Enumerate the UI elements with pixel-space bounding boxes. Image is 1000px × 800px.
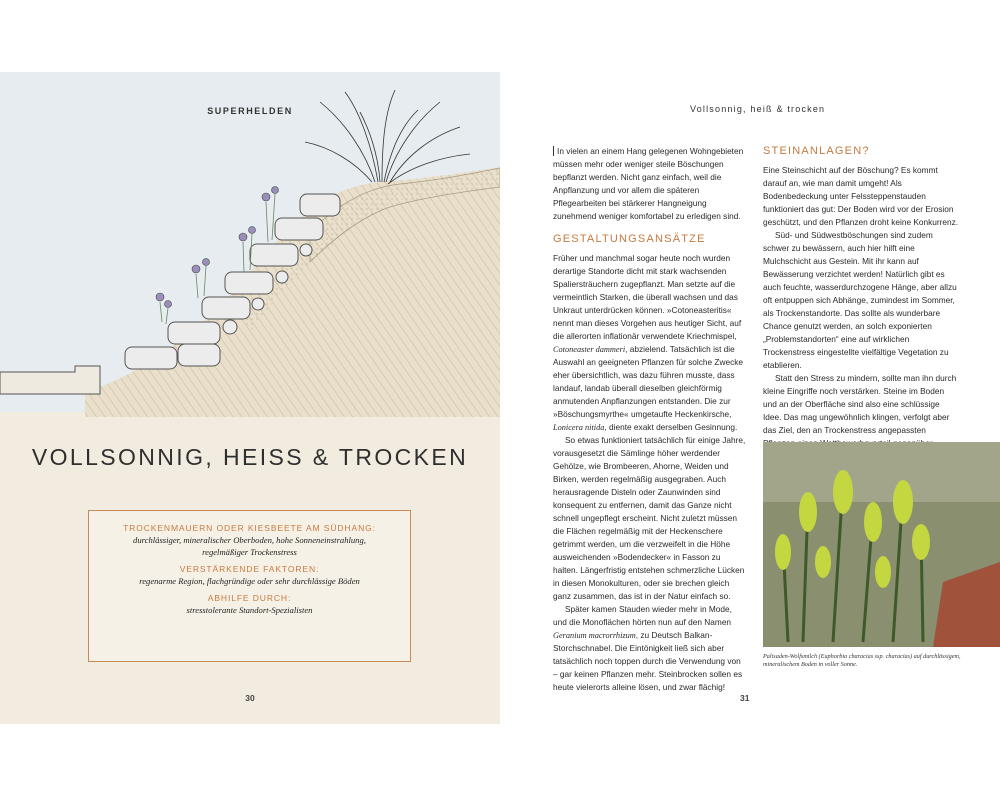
left-running-header: SUPERHELDEN bbox=[207, 106, 293, 116]
chapter-title: VOLLSONNIG, HEISS & TROCKEN bbox=[31, 444, 469, 470]
info-text: regelmäßiger Trockenstress bbox=[202, 547, 297, 557]
paragraph: Eine Steinschicht auf der Böschung? Es kommt darauf an, wie man damit umgeht! Als Bodenbedeckung unter Felssteppenstauden funktioniert das gut: Der Boden wird vor der Erosion geschützt, und den Pflanzen droht keine Konkurrenz. bbox=[763, 165, 959, 227]
text-column-1 bbox=[553, 145, 746, 694]
info-heading: VERSTÄRKENDE FAKTOREN: bbox=[179, 564, 320, 574]
info-heading: ABHILFE DURCH: bbox=[207, 593, 292, 603]
intro-paragraph: In vielen an einem Hang gelegenen Wohngebieten müssen mehr oder weniger steile Böschungen bepflanzt werden. Nicht ganz einfach, weil die Anpflanzung und vor allem die späteren Pflegearbeiten bei stärkerer Hangneigung zunehmend weniger komfortabel zu erledigen sind. bbox=[553, 146, 744, 221]
paragraph: Statt den Stress zu mindern, sollte man ihn durch kleine Eingriffe noch verstärken. Steine im Boden und an der Oberfläche sind also eine schlüssige Idee. Das mag ungewöhnlich klingen, verfolgt aber das Ziel, den an Trockenstress angepassten bbox=[763, 373, 957, 435]
left-page bbox=[0, 72, 500, 724]
dry-stone-wall-diagram bbox=[0, 72, 500, 417]
info-text: stresstolerante Standort-Spezialisten bbox=[186, 605, 313, 615]
paragraph: So etwas funktioniert tatsächlich für einige Jahre, vorausgesetzt die Sämlinge höher werdender Gehölze, wie Brombeeren, Ahorne, Weiden und Birken, werden regelmäßig ausgegraben. Auch herausragende Disteln oder Zaunwinden sind konsequent zu entfernen, damit das Ganze nicht schnell ungepflegt erscheint. Nicht zuletzt müssen die Flächen regelmäßig mit der Heckenschere getrimmt werden, um die verzweifelt in die Höhe ausweichenden »Bodendecker« in Fasson zu halten. Längerfristig entstehen schmerzliche Lücken in diesen Monokulturen, oder sie brechen gleich ganz zusammen, das ist in der Natur einfach so. bbox=[553, 435, 746, 601]
right-running-header: Vollsonnig, heiß & trocken bbox=[690, 104, 826, 114]
text-column-2 bbox=[763, 145, 959, 463]
page-number: 31 bbox=[740, 693, 750, 703]
info-heading: TROCKENMAUERN ODER KIESBEETE AM SÜDHANG: bbox=[123, 523, 376, 533]
photo-caption: Palisaden-Wolfsmilch (Euphorbia characias ssp. characias) auf durchlässigem, mineralischem Boden in voller Sonne. bbox=[763, 653, 961, 668]
paragraph: Später kamen Stauden wieder mehr in Mode, und die Monoflächen hörten nun auf den Namen Geranium macrorrhizum, zu Deutsch Balkan-Storchschnabel. Die Eintönigkeit ließ sich aber tatsächlich noch toppen durch die Verwendung von – gar keinen Pflanzen mehr. Steinbrocken sollen es heute vielerorts alleine lösen, und zwar flächig! bbox=[553, 604, 743, 692]
section-heading: GESTALTUNGSANSÄTZE bbox=[553, 233, 706, 245]
section-heading: STEINANLAGEN? bbox=[763, 145, 870, 157]
page-number: 30 bbox=[245, 693, 255, 703]
paragraph: Früher und manchmal sogar heute noch wurden derartige Standorte dicht mit stark wachsenden Spaliersträuchern zugepflanzt. Man setzte auf die vermeintlich Starken, die überall wachsen und das Unkraut unterdrücken können. »Cotoneasteritis« nennt man dieses Vorgehen aus heutiger Sicht, auf die allerorten inflationär verwendete Kriechmispel, Cotoneaster dammeri, abzielend. Tatsächlich ist die Auswahl an geeigneten Pflanzen für solche Zwecke eher übersichtlich, was dazu führen musste, dass landauf, landab überall dieselben gleichförmig anmutenden Anpflanzungen entstanden. Die zur »Böschungsmyrthe« umgetaufte Heckenkirsche, Lonicera nitida, diente exakt derselben Gesinnung. bbox=[553, 253, 744, 432]
plant-photo-drawing bbox=[763, 442, 1000, 647]
drop-cap: I bbox=[553, 146, 559, 156]
info-text: regenarme Region, flachgründige oder sehr durchlässige Böden bbox=[139, 576, 360, 586]
info-box bbox=[88, 510, 411, 662]
info-text: durchlässiger, mineralischer Oberboden, hohe Sonneneinstrahlung, bbox=[133, 535, 366, 545]
paragraph: Süd- und Südwestböschungen sind zudem schwer zu bewässern, auch hier hilft eine Mulchschicht aus Gestein. Mit ihr kann auf Bewässerung verzichtet werden! Natürlich gibt es auch feuchte, wasserdurchzogene Hänge, aber allzu oft entpuppen sich Abhänge, zumindest im Sommer, als Trockenstandorte. Das sollte als wunderbare Chance genutzt werden, an solch exponierten „Problemstandorten“ eine auf wirklichen Trockenstress eingestellte vielfältige Vegetation zu etablieren. bbox=[763, 230, 957, 370]
euphorbia-photo bbox=[763, 442, 1000, 647]
